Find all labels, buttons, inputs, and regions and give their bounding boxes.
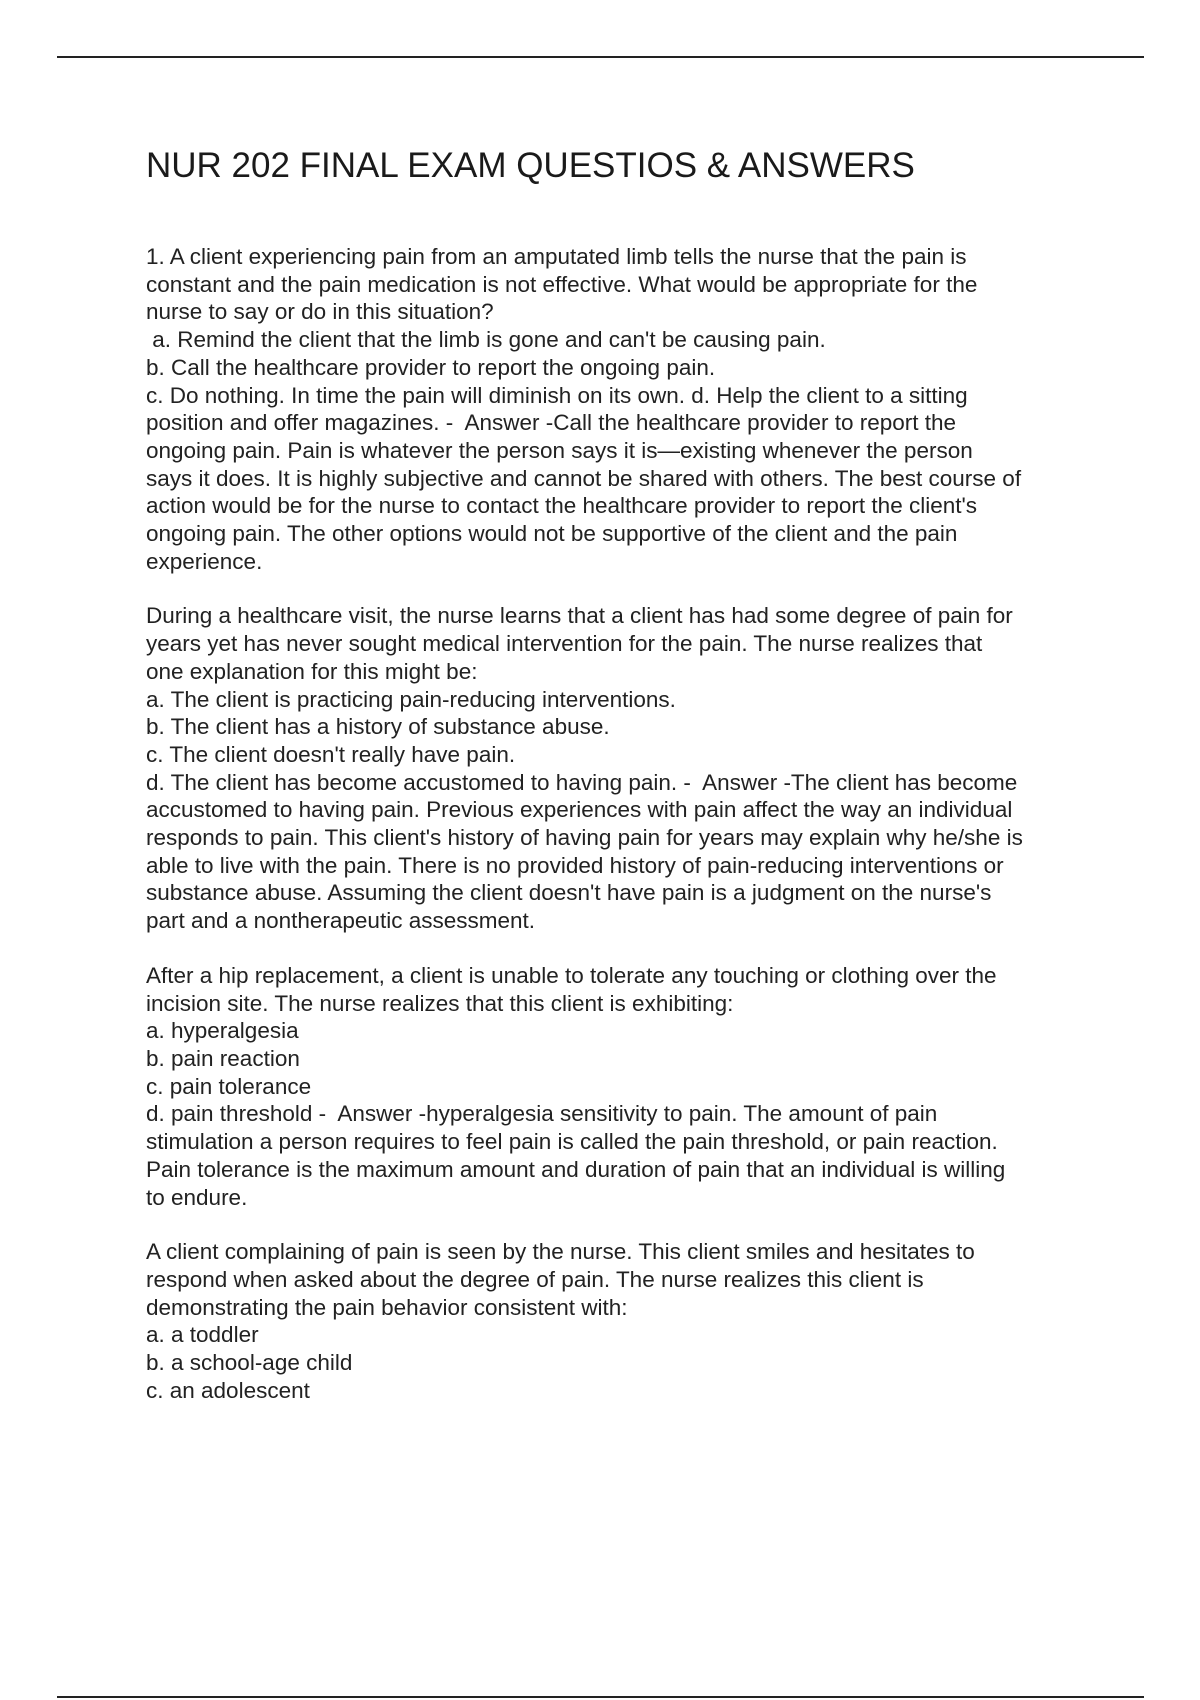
text-line: A client complaining of pain is seen by the nurse. This client smiles and hesitates to <box>146 1239 975 1265</box>
text-line: substance abuse. Assuming the client doesn't have pain is a judgment on the nurse's <box>146 880 992 906</box>
text-line: c. Do nothing. In time the pain will diminish on its own. d. Help the client to a sitting <box>146 382 968 408</box>
text-line: a. a toddler <box>146 1322 259 1348</box>
top-rule <box>57 56 1144 58</box>
text-line: one explanation for this might be: <box>146 658 478 684</box>
bottom-rule <box>57 1696 1144 1698</box>
text-line: action would be for the nurse to contact the healthcare provider to report the client's <box>146 493 978 519</box>
text-line: a. The client is practicing pain-reducing interventions. <box>146 686 676 712</box>
text-line: experience. <box>146 548 263 574</box>
text-line: able to live with the pain. There is no provided history of pain-reducing interventions or <box>146 852 1004 878</box>
document-title: NUR 202 FINAL EXAM QUESTIOS & ANSWERS <box>146 146 915 185</box>
text-line: years yet has never sought medical intervention for the pain. The nurse realizes that <box>146 631 983 657</box>
text-line: a. Remind the client that the limb is gone and can't be causing pain. <box>146 327 826 353</box>
text-line: After a hip replacement, a client is unable to tolerate any touching or clothing over the <box>146 962 997 988</box>
text-line: respond when asked about the degree of pain. The nurse realizes this client is <box>146 1266 924 1292</box>
question-block-2 <box>146 602 1096 934</box>
text-line: part and a nontherapeutic assessment. <box>146 908 535 934</box>
text-line: accustomed to having pain. Previous experiences with pain affect the way an individual <box>146 797 1013 823</box>
text-line: a. hyperalgesia <box>146 1018 299 1044</box>
text-line: b. The client has a history of substance abuse. <box>146 714 610 740</box>
text-line: says it does. It is highly subjective and cannot be shared with others. The best course of <box>146 465 1022 491</box>
text-line: c. an adolescent <box>146 1377 310 1403</box>
text-line: Pain tolerance is the maximum amount and duration of pain that an individual is willing <box>146 1156 1006 1182</box>
text-line: responds to pain. This client's history of having pain for years may explain why he/she is <box>146 825 1023 851</box>
text-line: c. The client doesn't really have pain. <box>146 741 516 767</box>
text-line: constant and the pain medication is not effective. What would be appropriate for the <box>146 271 978 297</box>
text-line: b. pain reaction <box>146 1045 300 1071</box>
text-line: to endure. <box>146 1184 248 1210</box>
text-line: demonstrating the pain behavior consistent with: <box>146 1294 628 1320</box>
text-line: During a healthcare visit, the nurse learns that a client has had some degree of pain for <box>146 603 1013 629</box>
question-block-3 <box>146 962 1096 1211</box>
text-line: b. a school-age child <box>146 1350 353 1376</box>
question-block-1 <box>146 243 1096 575</box>
question-list <box>146 243 1096 1431</box>
text-line: incision site. The nurse realizes that this client is exhibiting: <box>146 990 734 1016</box>
text-line: nurse to say or do in this situation? <box>146 299 494 325</box>
text-line: c. pain tolerance <box>146 1073 312 1099</box>
text-line: ongoing pain. The other options would not be supportive of the client and the pain <box>146 521 958 547</box>
text-line: stimulation a person requires to feel pain is called the pain threshold, or pain reaction. <box>146 1129 998 1155</box>
text-line: b. Call the healthcare provider to report the ongoing pain. <box>146 354 716 380</box>
question-block-4 <box>146 1238 1096 1404</box>
text-line: d. pain threshold - Answer -hyperalgesia sensitivity to pain. The amount of pain <box>146 1101 938 1127</box>
text-line: ongoing pain. Pain is whatever the person says it is—existing whenever the person <box>146 437 973 463</box>
text-line: d. The client has become accustomed to having pain. - Answer -The client has become <box>146 769 1018 795</box>
text-line: position and offer magazines. - Answer -Call the healthcare provider to report the <box>146 410 957 436</box>
text-line: 1. A client experiencing pain from an amputated limb tells the nurse that the pain is <box>146 244 967 269</box>
